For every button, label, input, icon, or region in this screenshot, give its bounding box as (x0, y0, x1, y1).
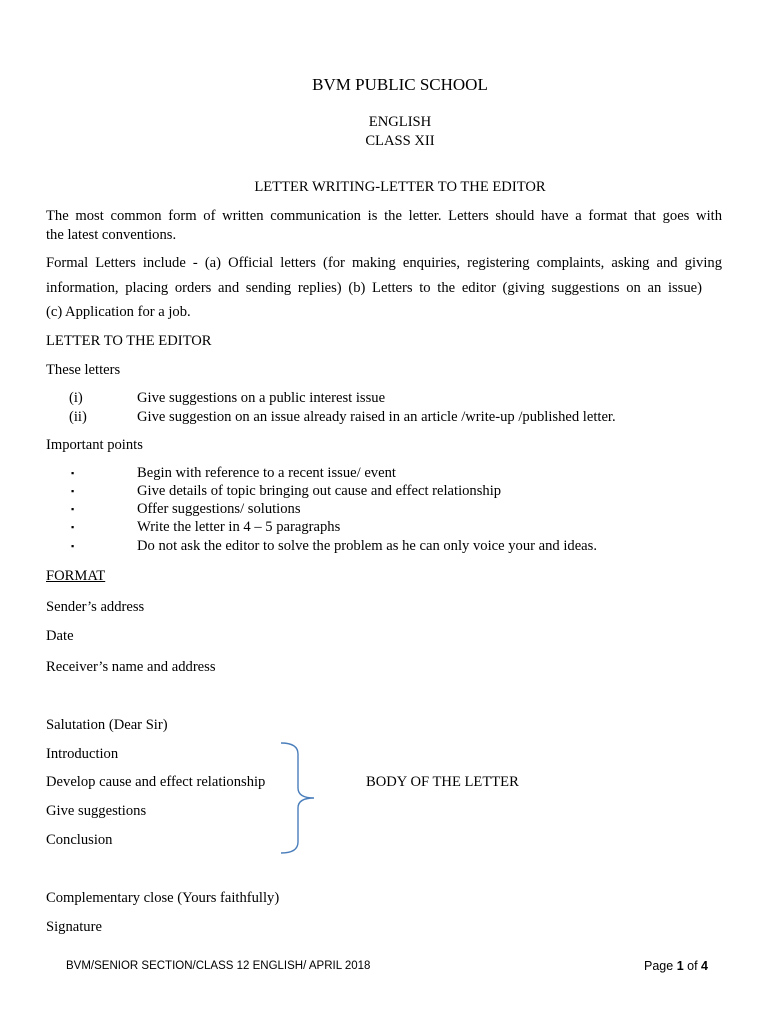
body-item-introduction: Introduction (46, 746, 119, 762)
these-letters-label: These letters (46, 362, 121, 378)
receiver-label: Receiver’s name and address (46, 659, 216, 675)
format-heading: FORMAT (46, 568, 106, 584)
formal-line-3: (c) Application for a job. (46, 304, 191, 320)
important-points-label: Important points (46, 437, 143, 453)
salutation-label: Salutation (Dear Sir) (46, 717, 168, 733)
list-item: Give details of topic bringing out cause and effect relationship (137, 483, 502, 499)
bullet-icon: ▪ (71, 504, 75, 514)
page-current: 1 (676, 959, 684, 973)
formal-line-1: Formal Letters include - (a) Official letters (for making enquiries, registering complaints, asking and giving (46, 255, 722, 271)
intro-line-1: The most common form of written communication is the letter. Letters should have a format that goes with (46, 208, 722, 224)
signature-label: Signature (46, 919, 102, 935)
body-item-suggestions: Give suggestions (46, 803, 147, 819)
list-item: Do not ask the editor to solve the problem as he can only voice your and ideas. (137, 538, 597, 554)
list-item: Begin with reference to a recent issue/ event (137, 465, 396, 481)
page-word: Page (644, 959, 674, 973)
bullet-icon: ▪ (71, 522, 75, 532)
body-item-cause-effect: Develop cause and effect relationship (46, 774, 266, 790)
bullet-icon: ▪ (71, 468, 75, 478)
right-brace-icon (278, 740, 322, 856)
list-item: Write the letter in 4 – 5 paragraphs (137, 519, 341, 535)
list-item: Offer suggestions/ solutions (137, 501, 301, 517)
body-item-conclusion: Conclusion (46, 832, 113, 848)
date-label: Date (46, 628, 74, 644)
page-indicator (644, 959, 708, 973)
school-title: BVM PUBLIC SCHOOL (312, 75, 488, 94)
complementary-close-label: Complementary close (Yours faithfully) (46, 890, 280, 906)
bullet-icon: ▪ (71, 486, 75, 496)
list-item-number: (i) (69, 390, 83, 406)
subject-label: ENGLISH (368, 114, 432, 130)
section-heading: LETTER TO THE EDITOR (46, 333, 212, 349)
topic-heading: LETTER WRITING-LETTER TO THE EDITOR (254, 179, 546, 195)
bullet-icon: ▪ (71, 541, 75, 551)
sender-address-label: Sender’s address (46, 599, 145, 615)
list-item-text: Give suggestion on an issue already raised in an article /write-up /published letter. (137, 409, 616, 425)
formal-line-2: information, placing orders and sending replies) (b) Letters to the editor (giving suggestions on an issue) (46, 280, 702, 296)
class-label: CLASS XII (365, 133, 435, 149)
page-of: of (687, 959, 698, 973)
list-item-number: (ii) (69, 409, 87, 425)
footer-left: BVM/SENIOR SECTION/CLASS 12 ENGLISH/ APRIL 2018 (66, 960, 371, 972)
page-total: 4 (701, 959, 708, 973)
list-item-text: Give suggestions on a public interest issue (137, 390, 386, 406)
body-of-letter-label: BODY OF THE LETTER (366, 774, 519, 790)
intro-line-2: the latest conventions. (46, 227, 177, 243)
